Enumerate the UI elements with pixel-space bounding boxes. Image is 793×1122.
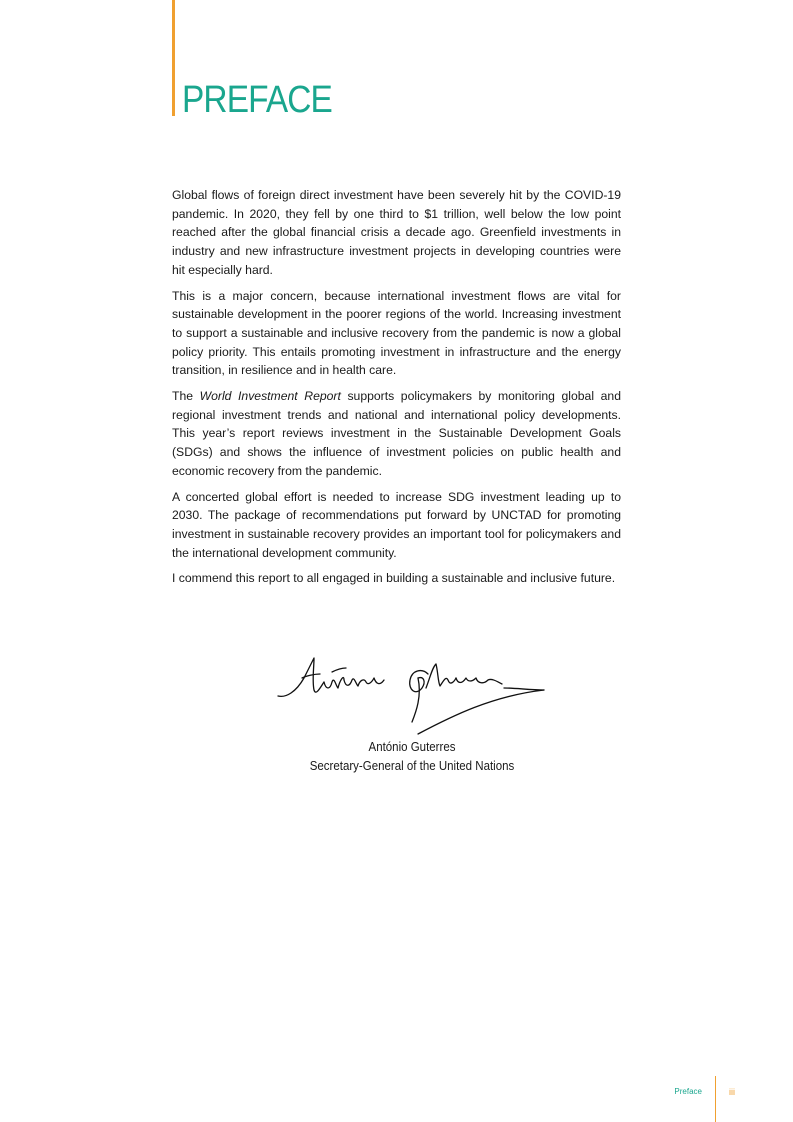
- footer-page-number: iii: [729, 1087, 735, 1097]
- preface-paragraph: [172, 186, 621, 280]
- paragraph-text: I commend this report to all engaged in building a sustainable and inclusive future.: [172, 571, 616, 586]
- paragraph-text: This is a major concern, because international investment flows are vital for sustainable development in the poorer regions of the world. Increasing investment to support a sustainable and inclusive recovery from the pandemic is now a global policy priority. This entails promoting investment in infrastructure and the energy transition, in resilience and in health care.: [172, 288, 621, 378]
- footer-section-label: Preface: [674, 1087, 702, 1096]
- footer-divider: [715, 1076, 716, 1122]
- preface-body: [172, 186, 621, 595]
- report-title-italic: World Investment Report: [199, 389, 341, 404]
- preface-paragraph: [172, 569, 621, 588]
- preface-paragraph: [172, 387, 621, 481]
- paragraph-text: A concerted global effort is needed to increase SDG investment leading up to 2030. The package of recommendations put forward by UNCTAD for promoting investment in sustainable recovery provides an important tool for policymakers and the international development community.: [172, 489, 621, 560]
- title-accent-rule: [172, 0, 175, 116]
- signer-name: António Guterres: [368, 740, 456, 754]
- paragraph-text: The: [172, 389, 200, 404]
- page-title: PREFACE: [182, 79, 332, 121]
- signer-position: Secretary-General of the United Nations: [309, 759, 515, 773]
- paragraph-text: Global flows of foreign direct investment have been severely hit by the COVID-19 pandemic. In 2020, they fell by one third to $1 trillion, well below the low point reached after the global financial crisis a decade ago. Greenfield investments in industry and new infrastructure investment projects in developing countries were hit especially hard.: [172, 188, 621, 277]
- preface-paragraph: [172, 488, 621, 563]
- signer-block: [292, 738, 532, 776]
- preface-paragraph: [172, 287, 621, 381]
- paragraph-text: supports policymakers by monitoring global and regional investment trends and national and international policy developments. This year’s report reviews investment in the Sustainable Development Goals (SDGs) and shows the influence of investment policies on public health and economic recovery from the pandemic.: [172, 389, 621, 478]
- signature-image: [272, 652, 552, 744]
